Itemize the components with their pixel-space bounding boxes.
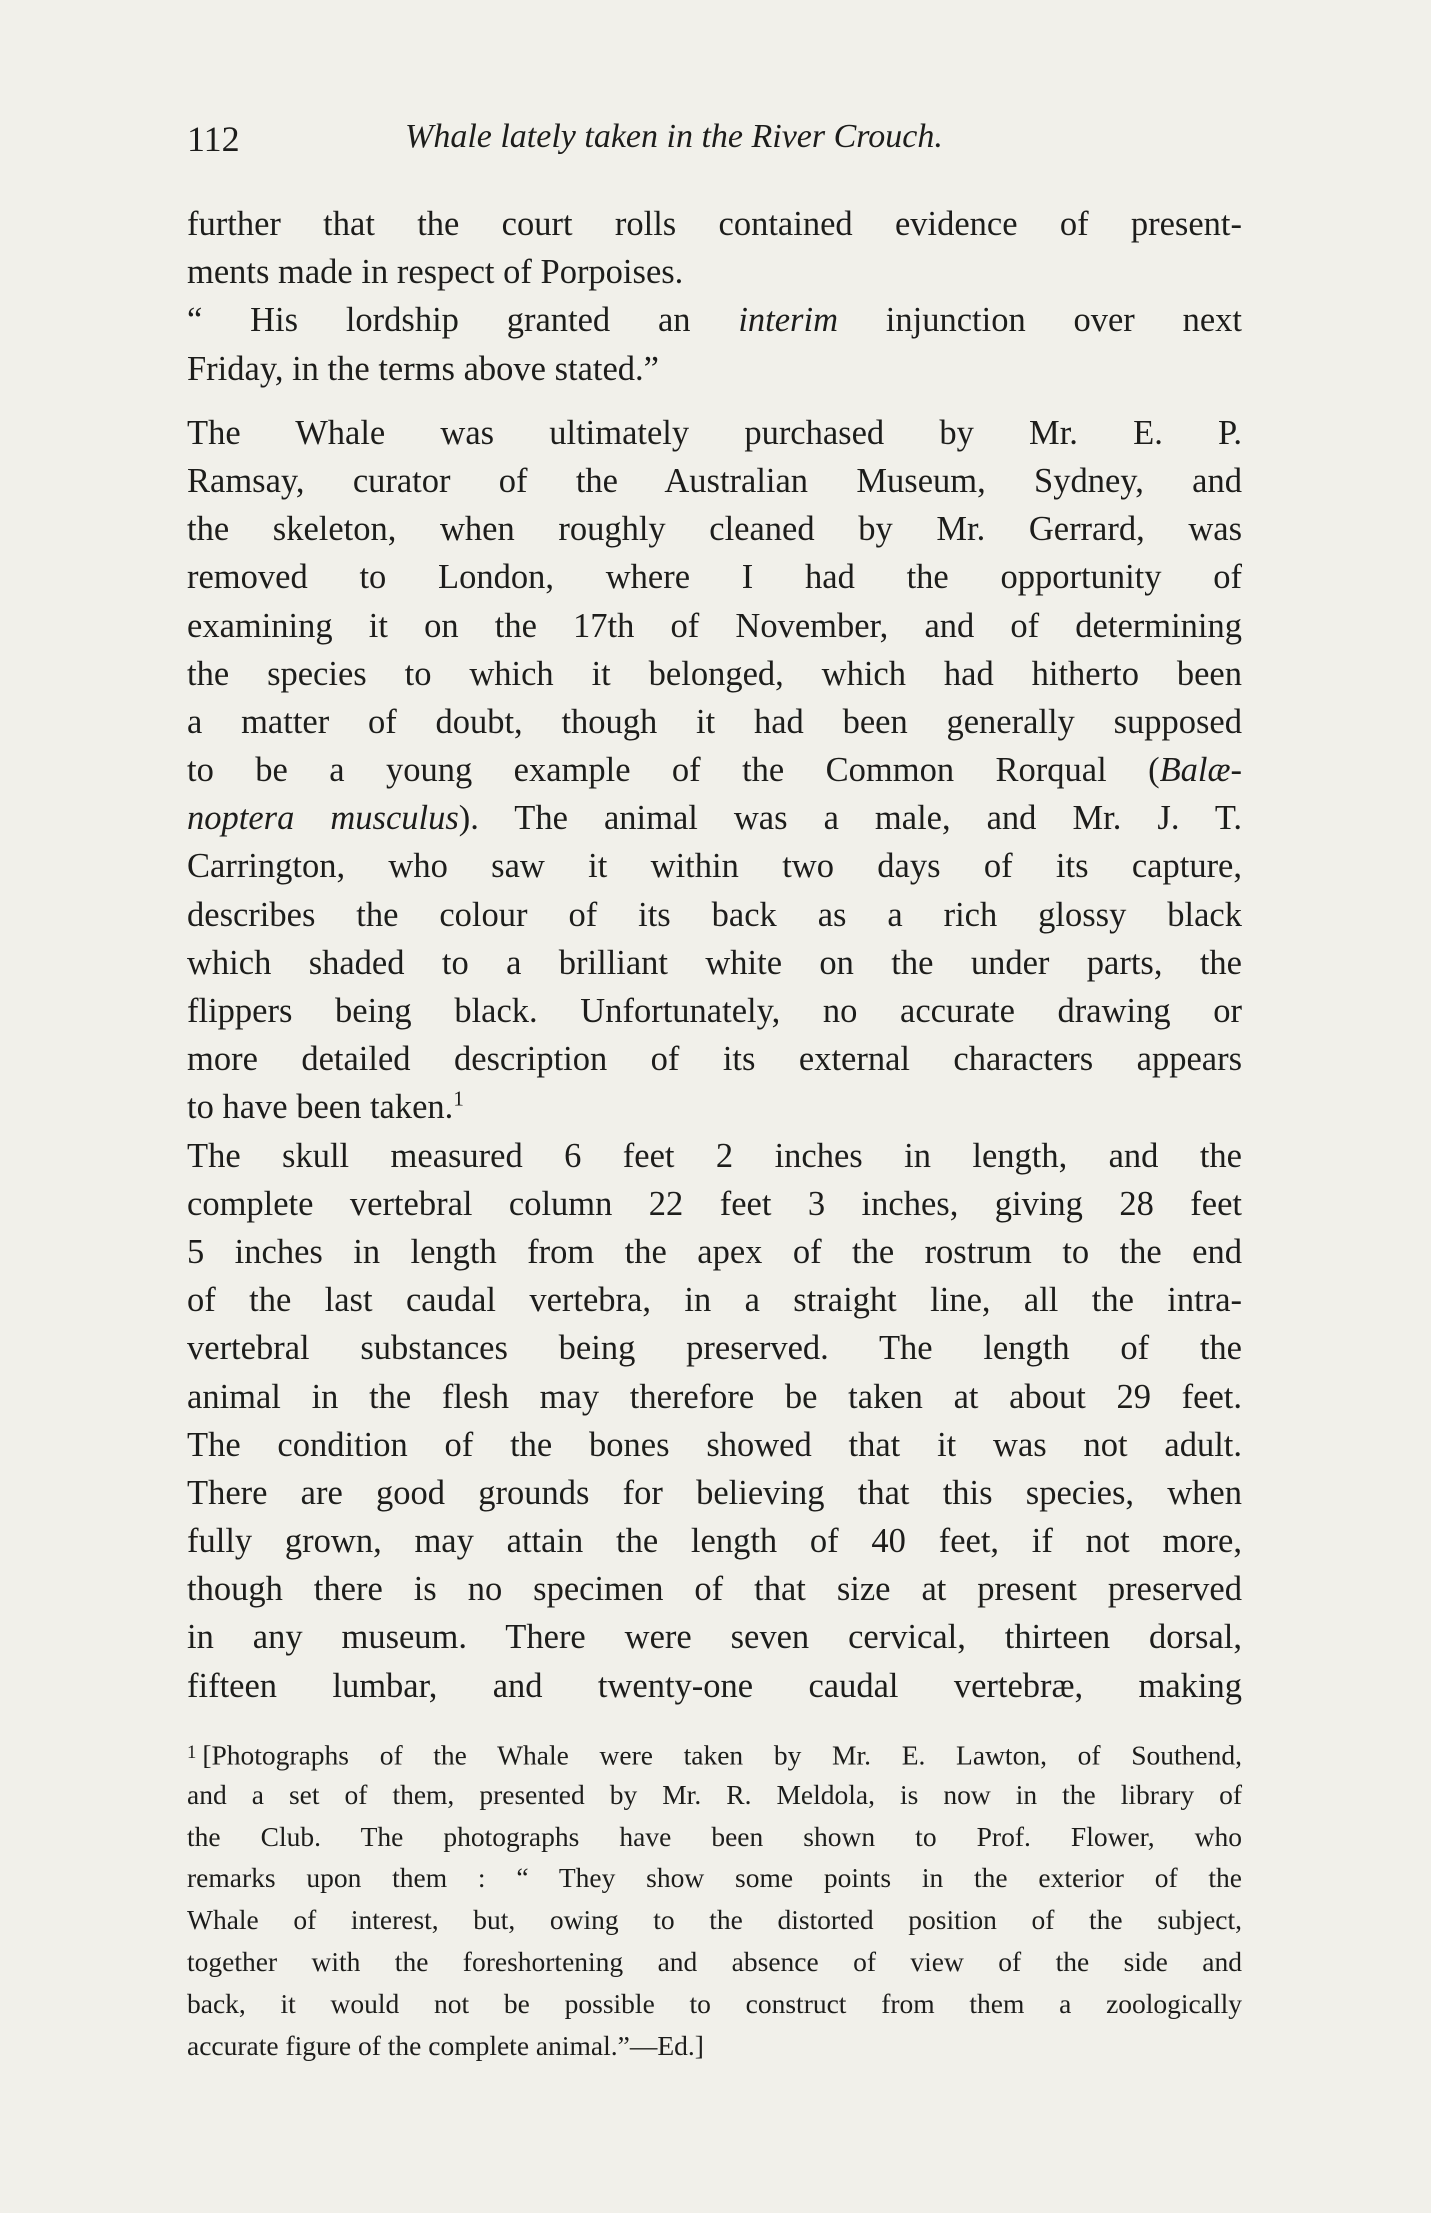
text-line: the species to which it belonged, which had hitherto been [187,654,1242,693]
text-line: ments made in respect of Porpoises. [187,253,684,292]
text-line: “ His lordship granted an interim injunction over next [187,301,1242,340]
text-line: The condition of the bones showed that it was not adult. [187,1425,1242,1464]
running-head [187,118,1242,168]
text-line: removed to London, where I had the opportunity of [187,558,1242,597]
footnote-reference: 1 [453,1086,464,1111]
text-line: Carrington, who saw it within two days of its capture, [187,847,1242,886]
footnote-line: remarks upon them : “ They show some points in the exterior of the [187,1862,1242,1894]
text-line: in any museum. There were seven cervical, thirteen dorsal, [187,1618,1242,1657]
footnote [187,1732,1242,2066]
text-line: vertebral substances being preserved. The length of the [187,1329,1242,1368]
text-line: examining it on the 17th of November, and of determining [187,606,1242,645]
footnote-line: the Club. The photographs have been shown to Prof. Flower, who [187,1820,1242,1852]
body-text [187,200,1242,1710]
text-line: There are good grounds for believing that this species, when [187,1473,1242,1512]
text-line: Ramsay, curator of the Australian Museum, Sydney, and [187,461,1242,500]
text-line: further that the court rolls contained evidence of present- [187,205,1242,243]
text-line: noptera musculus). The animal was a male, and Mr. J. T. [187,799,1242,838]
footnote-line: accurate figure of the complete animal.”—Ed.] [187,2029,704,2061]
text-line: The skull measured 6 feet 2 inches in length, and the [187,1136,1242,1175]
footnote-line: Whale of interest, but, owing to the distorted position of the subject, [187,1904,1242,1936]
text-line: describes the colour of its back as a rich glossy black [187,895,1242,934]
italic-term: interim [738,301,838,340]
text-line: flippers being black. Unfortunately, no accurate drawing or [187,992,1242,1030]
text-line: complete vertebral column 22 feet 3 inches, giving 28 feet [187,1184,1242,1223]
species-name: Balæ- [1159,751,1242,790]
text-line: The Whale was ultimately purchased by Mr. E. P. [187,413,1242,452]
text-line: to be a young example of the Common Rorqual (Balæ- [187,751,1242,790]
footnote-line: and a set of them, presented by Mr. R. Meldola, is now in the library of [187,1778,1242,1810]
footnote-line: together with the foreshortening and absence of view of the side and [187,1945,1242,1977]
text-line: 5 inches in length from the apex of the rostrum to the end [187,1232,1242,1271]
text-line: Friday, in the terms above stated.” [187,349,659,388]
text-line: fully grown, may attain the length of 40 feet, if not more, [187,1522,1242,1561]
footnote-marker: 1 [187,1742,197,1763]
text-line: to have been taken.$^1$ [187,1086,464,1127]
text-line: animal in the flesh may therefore be taken at about 29 feet. [187,1377,1242,1416]
text-line: fifteen lumbar, and twenty-one caudal vertebræ, making [187,1666,1242,1705]
text-line: though there is no specimen of that size at present preserved [187,1570,1242,1609]
text-line: the skeleton, when roughly cleaned by Mr. Gerrard, was [187,510,1242,549]
running-title: Whale lately taken in the River Crouch. [405,118,943,155]
text-line: of the last caudal vertebra, in a straight line, all the intra- [187,1281,1242,1320]
species-name: noptera musculus [187,799,459,838]
page-number: 112 [187,119,240,159]
footnote-line: $^1$ [Photographs of the Whale were taken by Mr. E. Lawton, of Southend, [187,1739,1242,1771]
text-line: more detailed description of its external characters appears [187,1040,1242,1079]
footnote-line: back, it would not be possible to construct from them a zoologically [187,1987,1242,2019]
text-line: a matter of doubt, though it had been generally supposed [187,702,1242,741]
text-line: which shaded to a brilliant white on the under parts, the [187,943,1242,982]
